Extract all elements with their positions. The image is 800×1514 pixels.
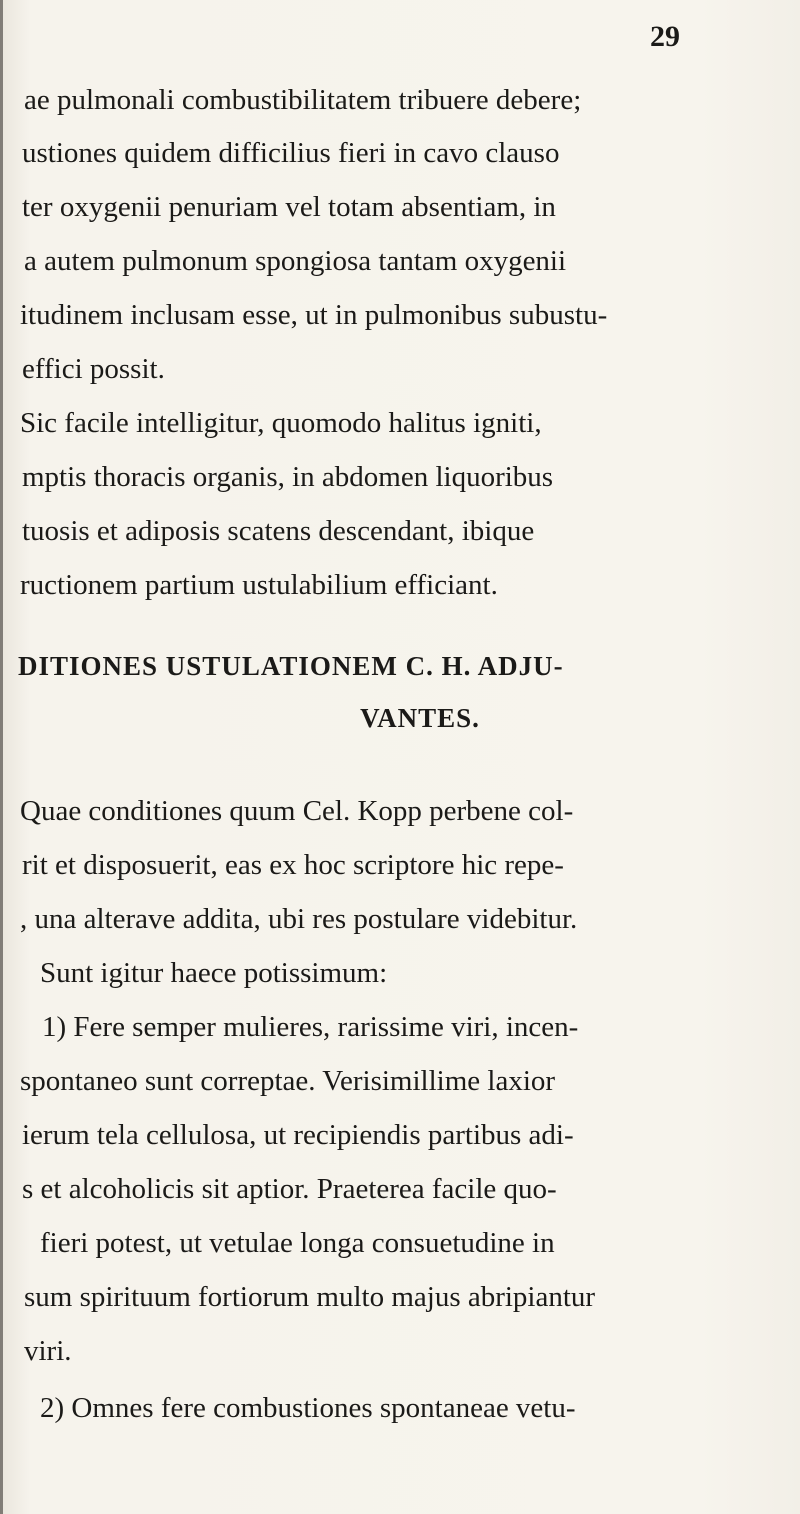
text-line: ructionem partium ustulabilium efficiant. (20, 569, 498, 601)
text-line: itudinem inclusam esse, ut in pulmonibus subustu- (20, 299, 608, 331)
text-line: a autem pulmonum spongiosa tantam oxygenii (24, 245, 567, 277)
text-line: Quae conditiones quum Cel. Kopp perbene col- (20, 795, 574, 827)
text-line: spontaneo sunt correptae. Verisimillime laxior (20, 1065, 556, 1097)
binding-edge (0, 0, 3, 1514)
text-line: Sunt igitur haece potissimum: (40, 957, 388, 989)
section-heading-continued: VANTES. (360, 703, 480, 733)
text-line: ae pulmonali combustibilitatem tribuere debere; (24, 84, 582, 116)
text-line: ierum tela cellulosa, ut recipiendis partibus adi- (22, 1119, 574, 1151)
text-line: Sic facile intelligitur, quomodo halitus igniti, (20, 407, 542, 439)
section-heading: DITIONES USTULATIONEM C. H. ADJU- (18, 651, 564, 681)
text-line: s et alcoholicis sit aptior. Praeterea facile quo- (22, 1173, 557, 1205)
text-line: tuosis et adiposis scatens descendant, ibique (22, 515, 535, 547)
text-line: ustiones quidem difficilius fieri in cavo clauso (22, 137, 560, 169)
text-line: fieri potest, ut vetulae longa consuetudine in (40, 1227, 555, 1259)
text-line: 1) Fere semper mulieres, rarissime viri, incen- (42, 1011, 579, 1043)
page-number: 29 (650, 20, 680, 53)
text-line: mptis thoracis organis, in abdomen liquoribus (22, 461, 554, 493)
text-line: , una alterave addita, ubi res postulare videbitur. (20, 903, 578, 935)
text-line: ter oxygenii penuriam vel totam absentiam, in (22, 191, 556, 223)
text-line: sum spirituum fortiorum multo majus abripiantur (24, 1281, 596, 1313)
text-line: viri. (24, 1335, 72, 1367)
text-line: rit et disposuerit, eas ex hoc scriptore hic repe- (22, 849, 564, 881)
text-line: effici possit. (22, 353, 165, 385)
text-line: 2) Omnes fere combustiones spontaneae vetu- (40, 1392, 576, 1424)
